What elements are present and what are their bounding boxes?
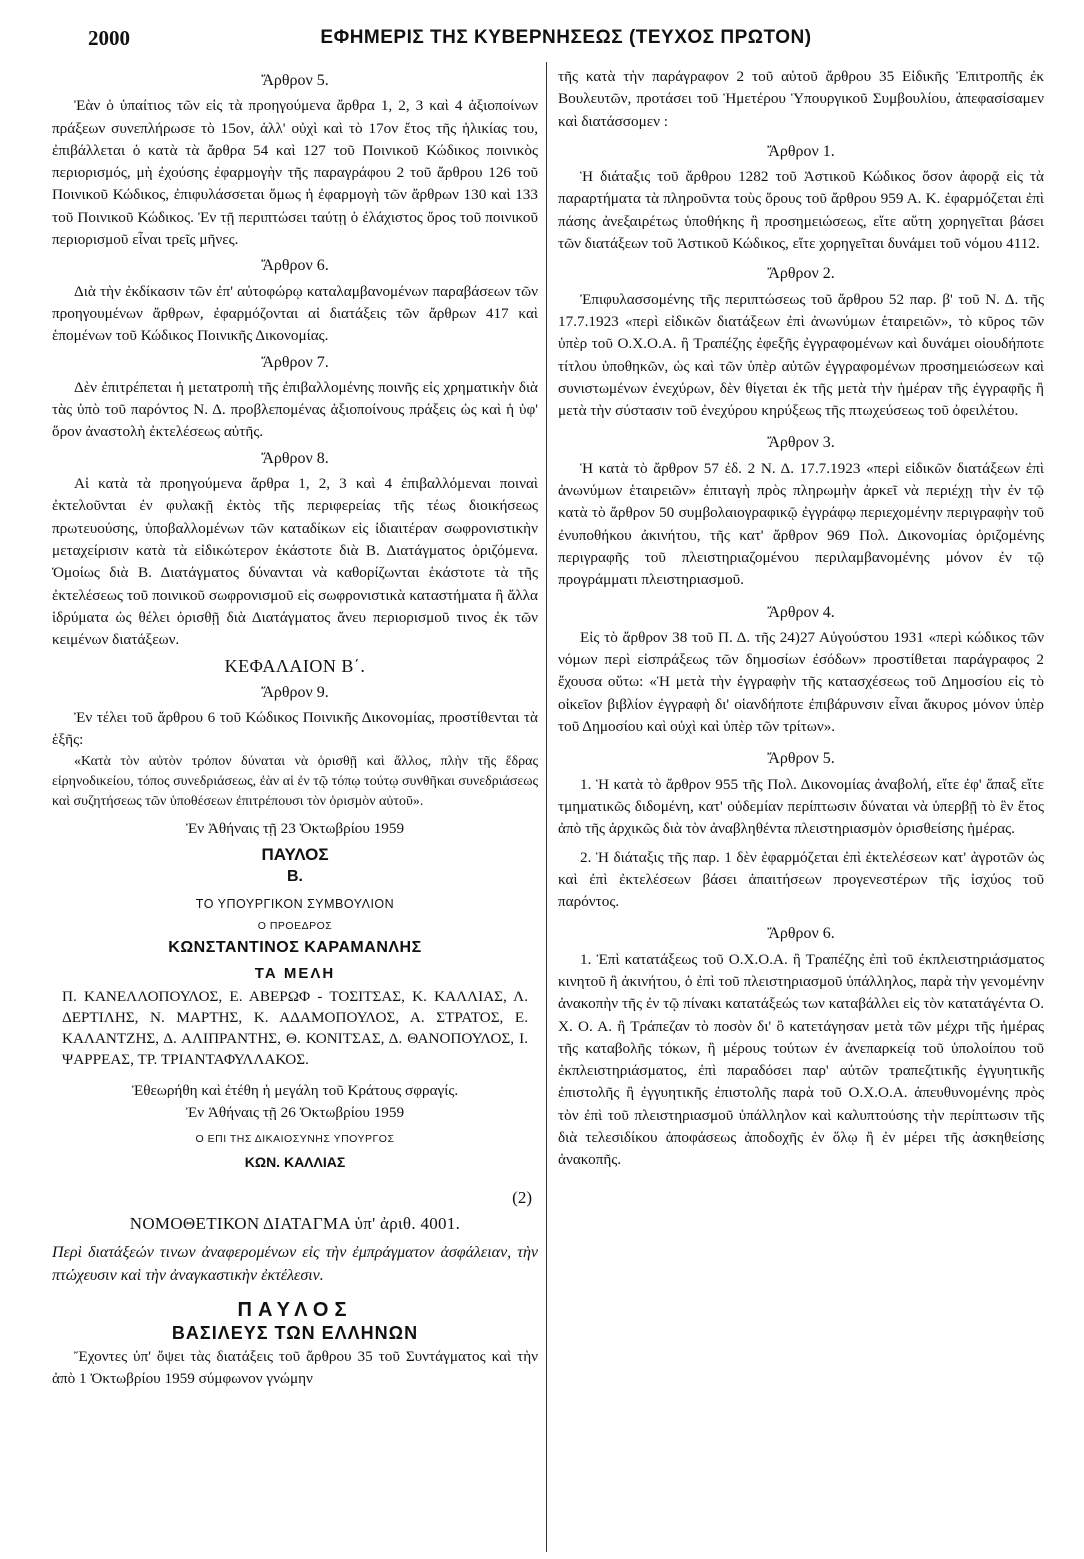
chapter-heading: ΚΕΦΑΛΑΙΟΝ Β΄. — [224, 656, 366, 677]
article-6-heading: Ἄρθρον 6. — [261, 257, 329, 275]
right-column — [558, 66, 1044, 1551]
article-3-text: Ἡ κατὰ τὸ ἄρθρον 57 ἐδ. 2 Ν. Δ. 17.7.1923 «περὶ εἰδικῶν διατάξεων ἐπὶ ἀνωνύμων ἑταιρειῶν» ἐπιταγὴ πρὸς πληρωμὴν ἀρκεῖ νὰ περιέχῃ τὴν ἐν τῷ κατὰ τὸ ἄρθρον 50 συμβολαιογραφικῷ ἐγγράφῳ περιεχομένην περιγραφὴν τοῦ ἐνυποθήκου ἀκινήτου, τῆς κατ' ἄρθρον 969 Πολ. Δικονομίας ὁριζομένης περιγραφῆς τοῦ πλειστηριαζομένου περιλαμβανομένης μόνον ἐν τῷ προγράμματι πλειστηριασμοῦ. — [558, 459, 1044, 589]
article-5-heading-right: Ἄρθρον 5. — [767, 750, 835, 768]
article-8-heading: Ἄρθρον 8. — [261, 449, 329, 467]
justice-minister-label: Ο ΕΠΙ ΤΗΣ ΔΙΚΑΙΟΣΥΝΗΣ ΥΠΟΥΡΓΟΣ — [195, 1133, 395, 1146]
article-4-heading: Ἄρθρον 4. — [767, 603, 835, 621]
seal-note: Ἐθεωρήθη καὶ ἐτέθη ἡ μεγάλη τοῦ Κράτους σφραγίς. — [131, 1081, 459, 1099]
king-title: ΒΑΣΙΛΕΥΣ ΤΩΝ ΕΛΛΗΝΩΝ — [171, 1322, 419, 1343]
president-name: ΚΩΝΣΤΑΝΤΙΝΟΣ ΚΑΡΑΜΑΝΛΗΣ — [168, 939, 422, 957]
king-initial: Β. — [287, 868, 303, 886]
article-5-heading: Ἄρθρον 5. — [261, 72, 329, 89]
running-title: ΕΦΗΜΕΡΙΣ ΤΗΣ ΚΥΒΕΡΝΗΣΕΩΣ (ΤΕΥΧΟΣ ΠΡΩΤΟΝ) — [320, 27, 812, 48]
article-5-text: Ἐὰν ὁ ὑπαίτιος τῶν εἰς τὰ προηγούμενα ἄρθρα 1, 2, 3 καὶ 4 ἀξιοποίνων πράξεων συνεπλήρωσε τὸ 15ον, ἀλλ' οὐχὶ καὶ τὸ 17ον ἔτος τῆς ἡλικίας του, ἐπιβάλλεται ὁ κατὰ τὰ ἄρθρα 54 καὶ 127 τοῦ Ποινικοῦ Κώδικος ποινικὸς περιορισμός, μὴ ἐχούσης ἐφαρμογὴν τῆς παραγράφου 2 τοῦ ἄρθρου 126 τοῦ Ποινικοῦ Κώδικος, ἐπιφυλάσσεται ὅμως ἡ ἐφαρμογὴ τῶν ἄρθρων 130 καὶ 133 τοῦ Ποινικοῦ Κώδικος. Ἐν τῇ περιπτώσει ταύτῃ ὁ ἐλάχιστος ὅρος τοῦ ποινικοῦ περιορισμοῦ εἶναι τρεῖς μῆνες. — [52, 97, 538, 249]
article-5-paragraph-2: 2. Ἡ διάταξις τῆς παρ. 1 δὲν ἐφαρμόζεται ἐπὶ ἐκτελέσεων κατ' ἀγροτῶν ὡς καὶ ἐπὶ ἐκτελέσεων βάσει ἀπαιτήσεων προγενεστέρων τῆς ἰσχύος τοῦ παρόντος. — [558, 848, 1044, 911]
signing-date-1: Ἐν Ἀθήναις τῇ 23 Ὀκτωβρίου 1959 — [185, 819, 405, 837]
council-label: ΤΟ ΥΠΟΥΡΓΙΚΟΝ ΣΥΜΒΟΥΛΙΟΝ — [195, 896, 395, 911]
article-9-text: Ἐν τέλει τοῦ ἄρθρου 6 τοῦ Κώδικος Ποινικῆς Δικονομίας, προστίθενται τὰ ἑξῆς: — [52, 709, 538, 749]
article-9-quote: «Κατὰ τὸν αὐτὸν τρόπον δύναται νὰ ὁρισθῇ καὶ ἄλλος, πλὴν τῆς ἕδρας εἰρηνοδικείου, τόπος συνεδριάσεως, ἐὰν αἱ ἐν τῷ τόπῳ τούτῳ συνθῆκαι συνεδριάσεως καὶ συζητήσεως τῶν ὑποθέσεων ἐπιτρέπουσι τὸν ὁρισμὸν αὐτοῦ». — [52, 753, 538, 809]
decree-title: ΝΟΜΟΘΕΤΙΚΟΝ ΔΙΑΤΑΓΜΑ ὑπ' ἀριθ. 4001. — [129, 1214, 461, 1234]
article-3-heading: Ἄρθρον 3. — [767, 434, 835, 452]
members-list: Π. ΚΑΝΕΛΛΟΠΟΥΛΟΣ, Ε. ΑΒΕΡΩΦ - ΤΟΣΙΤΣΑΣ, Κ. ΚΑΛΛΙΑΣ, Λ. ΔΕΡΤΙΛΗΣ, Ν. ΜΑΡΤΗΣ, Κ. ΑΔΑΜΟΠΟΥΛΟΣ, Α. ΣΤΡΑΤΟΣ, Ε. ΚΑΛΑΝΤΖΗΣ, Δ. ΑΛΙΠΡΑΝΤΗΣ, Θ. ΚΟΝΙΤΣΑΣ, Δ. ΘΑΝΟΠΟΥΛΟΣ, Ι. ΨΑΡΡΕΑΣ, ΤΡ. ΤΡΙΑΝΤΑΦΥΛΛΑΚΟΣ. — [62, 987, 528, 1068]
decree-preamble: Ἔχοντες ὑπ' ὄψει τὰς διατάξεις τοῦ ἄρθρου 35 τοῦ Συντάγματος καὶ τὴν ἀπὸ 1 Ὀκτωβρίου 1959 σύμφωνον γνώμην — [52, 1348, 538, 1388]
page-number: 2000 — [88, 25, 130, 50]
signing-date-2: Ἐν Ἀθήναις τῇ 26 Ὀκτωβρίου 1959 — [185, 1103, 405, 1121]
page-header — [88, 22, 1044, 54]
article-7-heading: Ἄρθρον 7. — [261, 353, 329, 371]
justice-minister-name: ΚΩΝ. ΚΑΛΛΙΑΣ — [244, 1153, 346, 1170]
king-name-heading: ΠΑΥΛΟΣ — [237, 1299, 353, 1322]
left-column — [52, 66, 538, 1551]
king-signature: ΠΑΥΛΟΣ — [261, 844, 329, 864]
article-6-heading-right: Ἄρθρον 6. — [767, 925, 835, 943]
president-label: Ο ΠΡΟΕΔΡΟΣ — [257, 919, 333, 932]
decree-subject: Περὶ διατάξεών τινων ἀναφερομένων εἰς τὴν ἐμπράγματον ἀσφάλειαν, τὴν πτώχευσιν καὶ τὴν ἀναγκαστικὴν ἐκτέλεσιν. — [52, 1244, 538, 1285]
article-9-heading: Ἄρθρον 9. — [261, 683, 329, 701]
article-6-text: Διὰ τὴν ἐκδίκασιν τῶν ἐπ' αὐτοφώρῳ καταλαμβανομένων παραβάσεων τῶν προηγουμένων ἄρθρων, ἐφαρμόζονται αἱ διατάξεις τῶν ἄρθρων 417 καὶ ἑπομένων τοῦ Κώδικος Ποινικῆς Δικονομίας. — [52, 282, 538, 345]
article-1-heading: Ἄρθρον 1. — [767, 142, 835, 160]
article-1-text: Ἡ διάταξις τοῦ ἄρθρου 1282 τοῦ Ἀστικοῦ Κώδικος ὅσον ἀφορᾷ εἰς τὰ παραρτήματα τὰ πληροῦντα τοὺς ὅρους τοῦ ἄρθρου 959 Α. Κ. ἐφαρμόζεται ἐπὶ πάσης ἀνεξαιρέτως ὑποθήκης ἢ προσημειώσεως, εἴτε αὕτη χορηγεῖται βάσει τῶν διατάξεων τοῦ Ἀστικοῦ Κώδικος, εἴτε χορηγεῖται δυνάμει τοῦ νόμου 4112. — [558, 168, 1044, 253]
article-2-heading: Ἄρθρον 2. — [767, 265, 835, 283]
members-label: ΤΑ ΜΕΛΗ — [254, 965, 336, 983]
preamble-continued: τῆς κατὰ τὴν παράγραφον 2 τοῦ αὐτοῦ ἄρθρου 35 Εἰδικῆς Ἐπιτροπῆς ἐκ Βουλευτῶν, προτάσει τοῦ Ἡμετέρου Ὑπουργικοῦ Συμβουλίου, ἀπεφασίσαμεν καὶ διατάσσομεν : — [558, 68, 1044, 130]
article-5-paragraph-1: 1. Ἡ κατὰ τὸ ἄρθρον 955 τῆς Πολ. Δικονομίας ἀναβολή, εἴτε ἐφ' ἅπαξ εἴτε τμηματικῶς διδομένη, κατ' οὐδεμίαν περίπτωσιν δύναται νὰ ὑπερβῇ τὸ ἓν ἔτος ἀπὸ τῆς ἀρχικῶς διὰ τὸν ἀναβληθέντα πλειστηριασμὸν ὁρισθείσης ἡμέρας. — [558, 775, 1044, 838]
article-6-paragraph-1: 1. Ἐπὶ κατατάξεως τοῦ Ο.Χ.Ο.Α. ἢ Τραπέζης ἐπὶ τοῦ ἐκπλειστηριάσματος κινητοῦ ἢ ἀκινήτου, ὁ ἐπὶ τοῦ πλειστηριασμοῦ ὑπάλληλος, παρὰ τὴν γενομένην ἀνακοπὴν τῆς ἐν τῷ πίνακι κατατάξεώς των καταβάλλει εἰς τὸν κατατάγέντα Ο. Χ. Ο. Α. ἢ Τράπεζαν τὸ ποσὸν δι' ὃ κατετάγησαν μετὰ τῶν μέχρι τῆς ἡμέρας τῆς καταβολῆς τόκων, ἢ μέρους τούτων ἐν ἀνεπαρκείᾳ τοῦ ὑπολοίπου τοῦ ἐκπλειστηριάσματος, ἐπὶ παραδόσει παρ' αὐτῶν τραπεζιτικῆς ἐγγυητικῆς ἐπιστολῆς ἢ ἐγγυητικῆς ἐπιστολῆς παρὰ τοῦ Ο.Χ.Ο.Α. ἀπευθυνομένης πρὸς τὸν ἐπὶ τοῦ πλειστηριασμοῦ ὑπάλληλον καὶ καλυπτούσης τὴν περίπτωσιν τῆς διὰ τελεσιδίκου ἀποφάσεως ἀποδοχῆς ἐν ὅλῳ ἢ ἐν μέρει τῆς ἀσκηθείσης ἀνακοπῆς. — [558, 950, 1044, 1169]
decree-number: (2) — [512, 1187, 532, 1207]
article-4-text: Εἰς τὸ ἄρθρον 38 τοῦ Π. Δ. τῆς 24)27 Αὐγούστου 1931 «περὶ κώδικος τῶν νόμων περὶ εἰσπράξεως τῶν δημοσίων ἐσόδων» προστίθεται παράγραφος 2 ἔχουσα οὕτω: «Ἡ μετὰ τὴν ἐγγραφὴν τῆς κατασχέσεως τοῦ Δημοσίου εἰς τὸ οἰκεῖον βιβλίον ἐγγραφὴ δι' οἱανδήποτε ἐπιβάρυνσιν εἶναι ἄκυρος μόνον ὑπὲρ τοῦ Δημοσίου καὶ οὐχὶ καὶ ὑπὲρ τῶν τρίτων». — [558, 628, 1044, 736]
column-divider — [546, 62, 547, 1552]
article-7-text: Δὲν ἐπιτρέπεται ἡ μετατροπὴ τῆς ἐπιβαλλομένης ποινῆς εἰς χρηματικὴν διὰ τὰς ὑπὸ τοῦ παρόντος Ν. Δ. προβλεπομένας ἀξιοποίνους πράξεις ὡς καὶ ἡ ὑφ' ὅρον ἀναστολὴ ἐκτελέσεως αὐτῆς. — [52, 378, 538, 441]
article-8-text: Αἱ κατὰ τὰ προηγούμενα ἄρθρα 1, 2, 3 καὶ 4 ἐπιβαλλόμεναι ποιναὶ ἐκτελοῦνται ἐν φυλακῇ ἐκτὸς τῆς περιφερείας τῆς τέως διοικήσεως πρωτευούσης, ὑποβαλλομένων τῶν καταδίκων εἰς ἰδιαιτέραν σωφρονιστικὴν μεταχείρισιν κατὰ τὰ εἰδικώτερον ἑκάστοτε διὰ Β. Διατάγματος ὁριζόμενα. Ὁμοίως διὰ Β. Διατάγματος δύνανται νὰ καθορίζωνται ἑκάστοτε τὰ τῆς ἐκτελέσεως τοῦ ποινικοῦ σωφρονισμοῦ εἰς σωφρονιστικὰ καταστήματα ἢ ἄλλα ἱδρύματα ὡς θέλει ὁρισθῇ διὰ Διατάγματος ἄνευ περιορισμοῦ τινος ἐκ τῶν κειμένων διατάξεων. — [52, 475, 538, 649]
article-2-text: Ἐπιφυλασσομένης τῆς περιπτώσεως τοῦ ἄρθρου 52 παρ. β' τοῦ Ν. Δ. τῆς 17.7.1923 «περὶ εἰδικῶν διατάξεων ἐπὶ ἀνωνύμων ἑταιρειῶν», τὸ κῦρος τῶν ὑπὲρ τοῦ Ο.Χ.Ο.Α. ἢ Τραπέζης ἐφεξῆς ἐγγραφομένων καὶ δυνάμει οἱουδήποτε τίτλου ὑποθηκῶν, ὡς καὶ τῶν ὑπὲρ αὐτῶν ἐγγραφομένων προσημειώσεων καὶ συνιστωμένων ἐνεχύρων, δὲν θίγεται ἐκ τῆς μετὰ τὴν ἡμέραν τῆς ἐγγραφῆς ἢ μετὰ τὴν σύστασιν τοῦ ἐνεχύρου κηρύξεως τῆς πτωχεύσεως τοῦ ὀφειλέτου. — [558, 290, 1044, 420]
